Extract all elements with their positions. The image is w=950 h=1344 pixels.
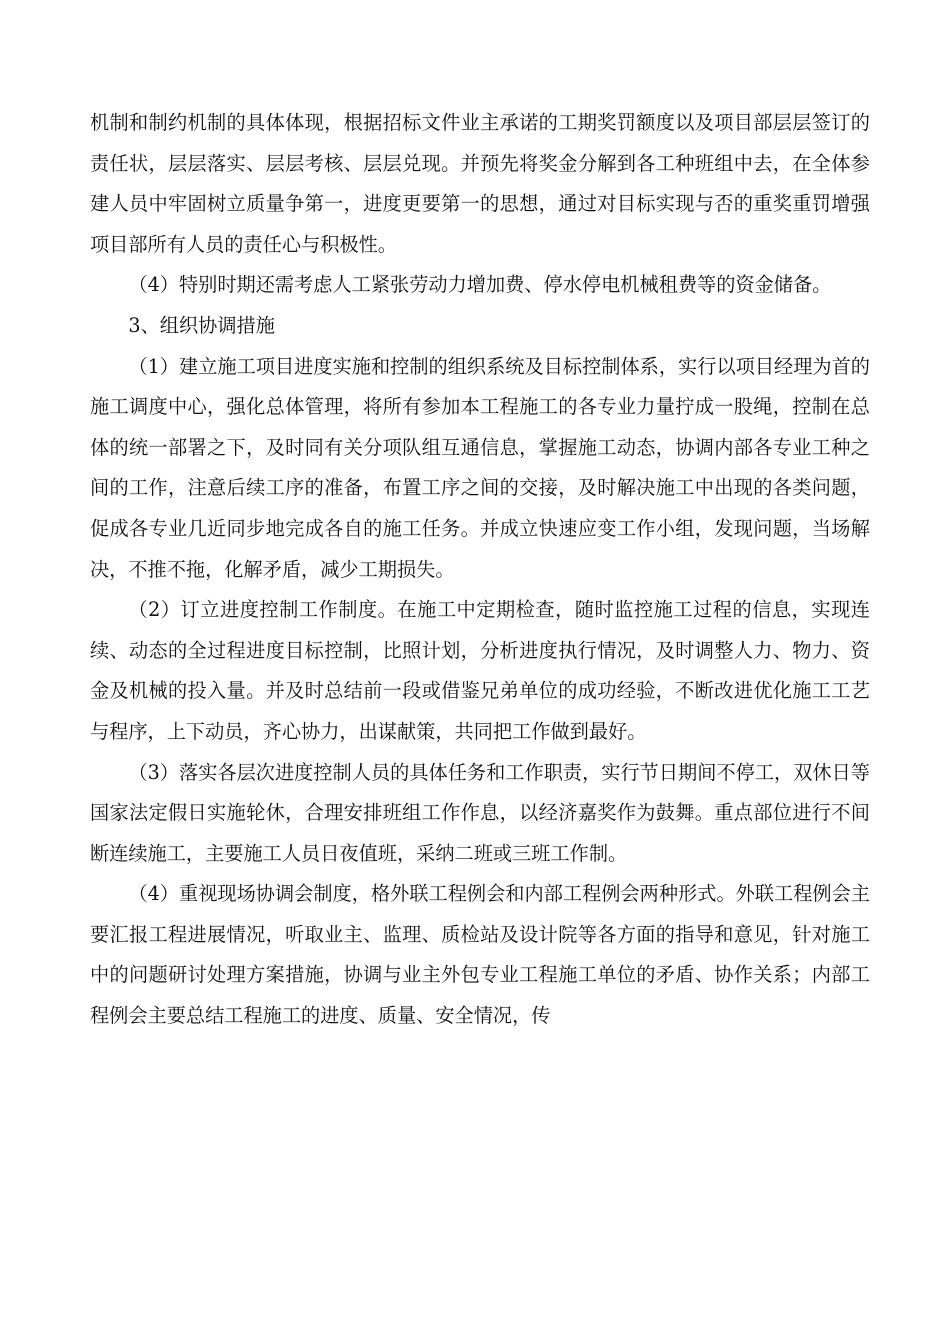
paragraph-continuation-incentive: 机制和制约机制的具体体现，根据招标文件业主承诺的工期奖罚额度以及项目部层层签订的责任状，层层落实、层层考核、层层兑现。并预先将奖金分解到各工种班组中去，在全体参建人员中牢固树立质量争第一，进度更要第一的思想，通过对目标实现与否的重奖重罚增强项目部所有人员的责任心与积极性。 [90, 111, 870, 256]
document-page [90, 103, 870, 1037]
section-heading-organization-coordination: 3、组织协调措施 [128, 313, 275, 337]
paragraph-item-3-responsibilities: （3）落实各层次进度控制人员的具体任务和工作职责，实行节日期间不停工，双休日等国家法定假日实施轮休，合理安排班组工作作息，以经济嘉奖作为鼓舞。重点部位进行不间断连续施工，主要施工人员日夜值班，采纳二班或三班工作制。 [90, 760, 870, 865]
paragraph-item-2-control-rules: （2）订立进度控制工作制度。在施工中定期检查，随时监控施工过程的信息，实现连续、动态的全过程进度目标控制，比照计划，分析进度执行情况，及时调整人力、物力、资金及机械的投入量。并及时总结前一段或借鉴兄弟单位的成功经验，不断改进优化施工工艺与程序，上下动员，齐心协力，出谋献策，共同把工作做到最好。 [90, 598, 870, 743]
paragraph-item-4-coordination-meetings: （4）重视现场协调会制度，格外联工程例会和内部工程例会两种形式。外联工程例会主要汇报工程进展情况，听取业主、监理、质检站及设计院等各方面的指导和意见，针对施工中的问题研讨处理方案措施，协调与业主外包专业工程施工单位的矛盾、协作关系；内部工程例会主要总结工程施工的进度、质量、安全情况，传 [90, 882, 870, 1028]
paragraph-item-1-control-system: （1）建立施工项目进度实施和控制的组织系统及目标控制体系，实行以项目经理为首的施工调度中心，强化总体管理，将所有参加本工程施工的各专业力量拧成一股绳，控制在总体的统一部署之下，及时同有关分项队组互通信息，掌握施工动态，协调内部各专业工种之间的工作，注意后续工序的准备，布置工序之间的交接，及时解决施工中出现的各类问题，促成各专业几近同步地完成各自的施工任务。并成立快速应变工作小组，发现问题，当场解决，不推不拖，化解矛盾，减少工期损失。 [90, 354, 870, 581]
paragraph-item-4-funding-reserve: （4）特别时期还需考虑人工紧张劳动力增加费、停水停电机械租费等的资金储备。 [128, 273, 832, 297]
